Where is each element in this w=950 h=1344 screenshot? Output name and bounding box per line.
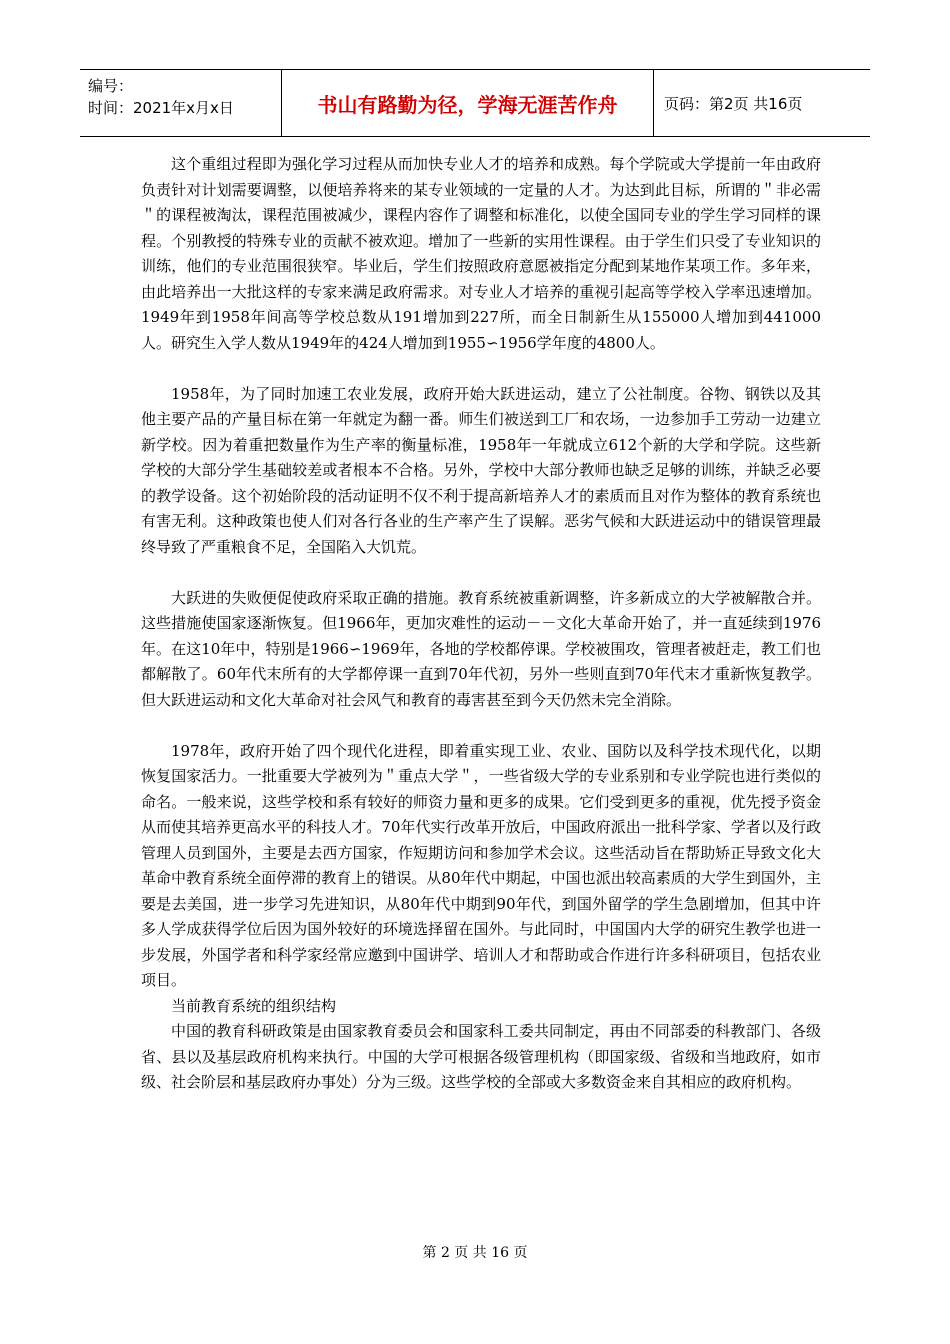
page-header (80, 69, 870, 137)
number-label: 编号： (88, 77, 134, 95)
document-body (141, 152, 821, 1096)
section-heading: 当前教育系统的组织结构 (171, 996, 337, 1015)
paragraph: 这个重组过程即为强化学习过程从而加快专业人才的培养和成熟。每个学院或大学提前一年由政府负责针对计划需要调整，以便培养将来的某专业领域的一定量的人才。为达到此目标，所谓的＂非必需＂的课程被淘汰，课程范围被减少，课程内容作了调整和标准化，以使全国同专业的学生学习同样的课程。个别教授的特殊专业的贡献不被欢迎。增加了一些新的实用性课程。由于学生们只受了专业知识的训练，他们的专业范围很狭窄。毕业后，学生们按照政府意愿被指定分配到某地作某项工作。多年来，由此培养出一大批这样的专家来满足政府需求。对专业人才培养的重视引起高等学校入学率迅速增加。1949年到1958年间高等学校总数从191增加到227所，而全日制新生从155000人增加到441000人。研究生入学人数从1949年的424人增加到1955∽1956学年度的4800人。 (141, 155, 821, 352)
header-meta (80, 70, 282, 136)
header-page-info: 页码：第2页 共16页 (664, 94, 803, 113)
paragraph: 1978年，政府开始了四个现代化进程，即着重实现工业、农业、国防以及科学技术现代化，以期恢复国家活力。一批重要大学被列为＂重点大学＂，一些省级大学的专业系别和专业学院也进行类似的命名。一般来说，这些学校和系有较好的师资力量和更多的成果。它们受到更多的重视，优先授予资金从而使其培养更高水平的科技人才。70年代实行改革开放后，中国政府派出一批科学家、学者以及行政管理人员到国外，主要是去西方国家，作短期访问和参加学术会议。这些活动旨在帮助矫正导致文化大革命中教育系统全面停滞的教育上的错误。从80年代中期起，中国也派出较高素质的大学生到国外，主要是去美国，进一步学习先进知识，从80年代中期到90年代，到国外留学的学生急剧增加，但其中许多人学成获得学位后因为国外较好的环境选择留在国外。与此同时，中国国内大学的研究生教学也进一步发展，外国学者和科学家经常应邀到中国讲学、培训人才和帮助或合作进行许多科研项目，包括农业项目。 (141, 741, 821, 989)
date-label: 时间：2021年x月x日 (88, 99, 234, 117)
paragraph: 1958年，为了同时加速工农业发展，政府开始大跃进运动，建立了公社制度。谷物、钢铁以及其他主要产品的产量目标在第一年就定为翻一番。师生们被送到工厂和农场，一边参加手工劳动一边建立新学校。因为着重把数量作为生产率的衡量标准，1958年一年就成立612个新的大学和学院。这些新学校的大部分学生基础较差或者根本不合格。另外，学校中大部分教师也缺乏足够的训练，并缺乏必要的教学设备。这个初始阶段的活动证明不仅不利于提高新培养人才的素质而且对作为整体的教育系统也有害无利。这种政策也使人们对各行各业的生产率产生了误解。恶劣气候和大跃进运动中的错误管理最终导致了严重粮食不足，全国陷入大饥荒。 (141, 384, 821, 556)
paragraph: 大跃进的失败便促使政府采取正确的措施。教育系统被重新调整，许多新成立的大学被解散合并。这些措施使国家逐渐恢复。但1966年，更加灾难性的运动－－文化大革命开始了，并一直延续到1976年。在这10年中，特别是1966∽1969年，各地的学校都停课。学校被围攻，管理者被赶走，教工们也都解散了。60年代末所有的大学都停课一直到70年代初，另外一些则直到70年代末才重新恢复教学。但大跃进运动和文化大革命对社会风气和教育的毒害甚至到今天仍然未完全消除。 (141, 588, 821, 709)
header-motto: 书山有路勤为径，学海无涯苦作舟 (282, 70, 654, 136)
paragraph: 中国的教育科研政策是由国家教育委员会和国家科工委共同制定，再由不同部委的科教部门、各级省、县以及基层政府机构来执行。中国的大学可根据各级管理机构（即国家级、省级和当地政府，如市级、社会阶层和基层政府办事处）分为三级。这些学校的全部或大多数资金来自其相应的政府机构。 (141, 1022, 821, 1091)
page-footer: 第 2 页 共 16 页 (422, 1245, 528, 1261)
